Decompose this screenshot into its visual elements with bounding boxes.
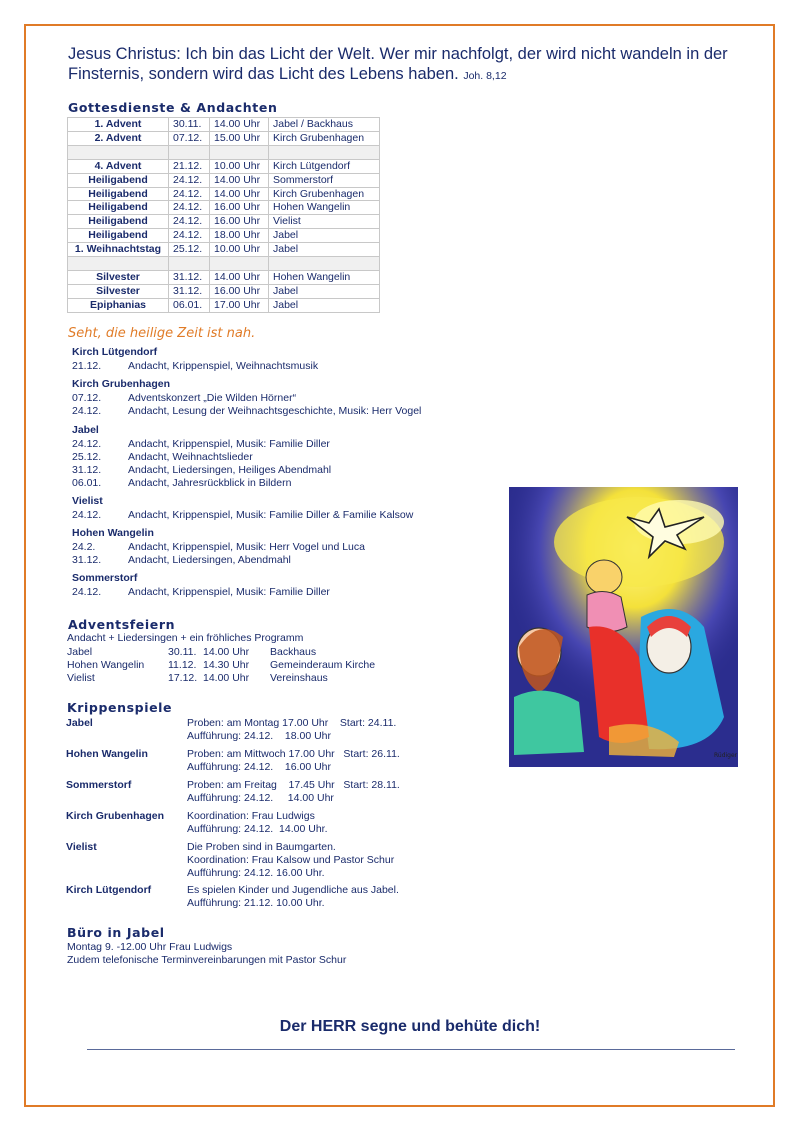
service-row bbox=[68, 145, 380, 159]
office-heading: Büro in Jabel bbox=[67, 925, 165, 940]
service-occasion: Heiligabend bbox=[68, 229, 169, 243]
service-time: 16.00 Uhr bbox=[210, 201, 269, 215]
advent-row bbox=[67, 672, 410, 685]
event-text: Andacht, Liedersingen, Abendmahl bbox=[128, 554, 291, 566]
event-group bbox=[72, 495, 413, 522]
event-group bbox=[72, 378, 421, 418]
krippenspiel-detail: Proben: am Freitag 17.45 Uhr Start: 28.11. bbox=[187, 779, 400, 791]
advent-date: 17.12. bbox=[168, 672, 198, 684]
service-row bbox=[68, 173, 380, 187]
service-location: Jabel bbox=[269, 229, 380, 243]
event-row bbox=[72, 586, 330, 599]
service-row bbox=[68, 229, 380, 243]
service-time: 14.00 Uhr bbox=[210, 270, 269, 284]
event-location: Kirch Grubenhagen bbox=[72, 378, 171, 390]
advent-venue: Vereinshaus bbox=[270, 672, 328, 684]
service-row bbox=[68, 118, 380, 132]
krippenspiel-location: Vielist bbox=[66, 841, 97, 853]
services-table bbox=[67, 117, 380, 313]
service-row bbox=[68, 215, 380, 229]
service-row bbox=[68, 131, 380, 145]
service-date: 24.12. bbox=[169, 215, 210, 229]
krippenspiele-heading: Krippenspiele bbox=[67, 700, 173, 715]
divider bbox=[87, 1049, 735, 1050]
event-row bbox=[72, 360, 318, 373]
event-row bbox=[72, 451, 331, 464]
service-date: 24.12. bbox=[169, 229, 210, 243]
advent-place: Jabel bbox=[67, 646, 93, 658]
service-time bbox=[210, 145, 269, 159]
event-location: Jabel bbox=[72, 424, 99, 436]
event-row bbox=[72, 405, 421, 418]
krippenspiel-location: Kirch Grubenhagen bbox=[66, 810, 165, 822]
advent-intro: Andacht + Liedersingen + ein fröhliches Programm bbox=[67, 632, 304, 644]
advent-list bbox=[67, 646, 410, 685]
event-row bbox=[72, 392, 421, 405]
event-row bbox=[72, 464, 331, 477]
service-date: 31.12. bbox=[169, 284, 210, 298]
service-occasion: Heiligabend bbox=[68, 173, 169, 187]
service-occasion: Epiphanias bbox=[68, 298, 169, 312]
service-location: Kirch Grubenhagen bbox=[269, 131, 380, 145]
service-occasion: Silvester bbox=[68, 270, 169, 284]
service-occasion: 2. Advent bbox=[68, 131, 169, 145]
blessing: Der HERR segne und behüte dich! bbox=[279, 1018, 541, 1035]
event-date: 24.12. bbox=[72, 509, 102, 521]
service-row bbox=[68, 187, 380, 201]
event-text: Andacht, Krippenspiel, Musik: Herr Vogel und Luca bbox=[128, 541, 365, 553]
advent-place: Hohen Wangelin bbox=[67, 659, 145, 671]
service-date: 24.12. bbox=[169, 173, 210, 187]
service-date: 07.12. bbox=[169, 131, 210, 145]
event-date: 07.12. bbox=[72, 392, 102, 404]
service-time: 15.00 Uhr bbox=[210, 131, 269, 145]
event-text: Andacht, Jahresrückblick in Bildern bbox=[128, 477, 292, 489]
service-row bbox=[68, 201, 380, 215]
service-time: 17.00 Uhr bbox=[210, 298, 269, 312]
krippenspiel-location: Hohen Wangelin bbox=[66, 748, 148, 760]
office-line: Montag 9. -12.00 Uhr Frau Ludwigs bbox=[67, 941, 233, 953]
advent-date: 11.12. bbox=[168, 659, 197, 671]
service-location: Hohen Wangelin bbox=[269, 270, 380, 284]
event-group bbox=[72, 424, 331, 490]
service-row bbox=[68, 298, 380, 312]
holy-time-heading: Seht, die heilige Zeit ist nah. bbox=[68, 326, 256, 341]
service-time: 18.00 Uhr bbox=[210, 229, 269, 243]
bible-quote: Jesus Christus: Ich bin das Licht der Welt. Wer mir nachfolgt, der wird nicht wandeln in der Finsternis, sondern wird das Licht des Lebens haben. Joh. 8,12 bbox=[68, 45, 728, 83]
service-row bbox=[68, 243, 380, 257]
event-date: 06.01. bbox=[72, 477, 102, 489]
nativity-illustration bbox=[509, 487, 738, 767]
event-text: Andacht, Lesung der Weihnachtsgeschichte, Musik: Herr Vogel bbox=[128, 405, 422, 417]
service-time: 16.00 Uhr bbox=[210, 284, 269, 298]
advent-venue: Gemeinderaum Kirche bbox=[270, 659, 376, 671]
event-text: Adventskonzert „Die Wilden Hörner“ bbox=[128, 392, 297, 404]
service-time bbox=[210, 257, 269, 271]
service-occasion bbox=[68, 145, 169, 159]
krippenspiel-detail: Koordination: Frau Ludwigs bbox=[187, 810, 315, 822]
artist-signature: Rüdiger bbox=[714, 752, 738, 759]
service-location: Hohen Wangelin bbox=[269, 201, 380, 215]
krippenspiel-detail: Proben: am Mittwoch 17.00 Uhr Start: 26.11. bbox=[187, 748, 400, 760]
krippenspiel-detail: Koordination: Frau Kalsow und Pastor Schur bbox=[187, 854, 395, 866]
service-date: 25.12. bbox=[169, 243, 210, 257]
advent-venue: Backhaus bbox=[270, 646, 317, 658]
event-location: Kirch Lütgendorf bbox=[72, 346, 158, 358]
advent-time: 14.30 Uhr bbox=[203, 659, 250, 671]
service-location: Jabel bbox=[269, 298, 380, 312]
service-occasion bbox=[68, 257, 169, 271]
service-location: Vielist bbox=[269, 215, 380, 229]
service-date: 21.12. bbox=[169, 159, 210, 173]
event-group bbox=[72, 572, 330, 599]
service-occasion: Heiligabend bbox=[68, 187, 169, 201]
event-row bbox=[72, 477, 331, 490]
service-location: Kirch Grubenhagen bbox=[269, 187, 380, 201]
krippenspiel-detail: Aufführung: 21.12. 10.00 Uhr. bbox=[187, 897, 325, 909]
service-date: 31.12. bbox=[169, 270, 210, 284]
event-date: 24.12. bbox=[72, 586, 102, 598]
advent-place: Vielist bbox=[67, 672, 95, 684]
event-text: Andacht, Liedersingen, Heiliges Abendmahl bbox=[128, 464, 332, 476]
event-text: Andacht, Krippenspiel, Musik: Familie Diller & Familie Kalsow bbox=[128, 509, 414, 521]
event-date: 31.12. bbox=[72, 554, 102, 566]
event-row bbox=[72, 438, 331, 451]
krippenspiel-detail: Es spielen Kinder und Jugendliche aus Jabel. bbox=[187, 884, 399, 896]
event-group bbox=[72, 346, 318, 373]
event-row bbox=[72, 554, 365, 567]
service-occasion: 1. Advent bbox=[68, 118, 169, 132]
event-location: Hohen Wangelin bbox=[72, 527, 154, 539]
service-location: Jabel bbox=[269, 243, 380, 257]
event-row bbox=[72, 509, 413, 522]
event-text: Andacht, Weihnachtslieder bbox=[128, 451, 253, 463]
event-date: 21.12. bbox=[72, 360, 102, 372]
service-time: 10.00 Uhr bbox=[210, 243, 269, 257]
event-date: 24.12. bbox=[72, 405, 102, 417]
event-date: 24.12. bbox=[72, 438, 102, 450]
event-text: Andacht, Krippenspiel, Weihnachtsmusik bbox=[128, 360, 319, 372]
krippenspiel-detail: Proben: am Montag 17.00 Uhr Start: 24.11. bbox=[187, 717, 397, 729]
event-text: Andacht, Krippenspiel, Musik: Familie Diller bbox=[128, 438, 330, 450]
office-line: Zudem telefonische Terminvereinbarungen mit Pastor Schur bbox=[67, 954, 347, 966]
service-date bbox=[169, 145, 210, 159]
krippenspiel-detail: Aufführung: 24.12. 16.00 Uhr bbox=[187, 761, 331, 773]
service-time: 14.00 Uhr bbox=[210, 173, 269, 187]
service-occasion: 1. Weihnachtstag bbox=[68, 243, 169, 257]
event-date: 24.2. bbox=[72, 541, 96, 553]
quote-reference: Joh. 8,12 bbox=[463, 70, 507, 82]
service-date bbox=[169, 257, 210, 271]
service-row bbox=[68, 159, 380, 173]
service-occasion: 4. Advent bbox=[68, 159, 169, 173]
service-location bbox=[269, 145, 380, 159]
event-location: Sommerstorf bbox=[72, 572, 138, 584]
service-row bbox=[68, 257, 380, 271]
event-date: 31.12. bbox=[72, 464, 102, 476]
event-group bbox=[72, 527, 365, 567]
service-time: 14.00 Uhr bbox=[210, 118, 269, 132]
service-occasion: Silvester bbox=[68, 284, 169, 298]
krippenspiel-detail: Aufführung: 24.12. 14.00 Uhr. bbox=[187, 823, 328, 835]
krippenspiel-location: Jabel bbox=[66, 717, 93, 729]
office-info bbox=[67, 941, 346, 967]
advent-row bbox=[67, 659, 410, 672]
krippenspiel-location: Sommerstorf bbox=[66, 779, 132, 791]
service-location: Jabel bbox=[269, 284, 380, 298]
service-location: Jabel / Backhaus bbox=[269, 118, 380, 132]
krippenspiel-detail: Aufführung: 24.12. 16.00 Uhr. bbox=[187, 867, 325, 879]
service-occasion: Heiligabend bbox=[68, 215, 169, 229]
service-date: 24.12. bbox=[169, 187, 210, 201]
advent-heading: Adventsfeiern bbox=[68, 617, 176, 632]
advent-row bbox=[67, 646, 410, 659]
service-date: 30.11. bbox=[169, 118, 210, 132]
service-date: 24.12. bbox=[169, 201, 210, 215]
service-time: 10.00 Uhr bbox=[210, 159, 269, 173]
service-location: Kirch Lütgendorf bbox=[269, 159, 380, 173]
krippenspiel-detail: Aufführung: 24.12. 14.00 Uhr bbox=[187, 792, 334, 804]
advent-time: 14.00 Uhr bbox=[203, 672, 250, 684]
service-row bbox=[68, 270, 380, 284]
advent-time: 14.00 Uhr bbox=[203, 646, 250, 658]
krippenspiel-detail: Aufführung: 24.12. 18.00 Uhr bbox=[187, 730, 331, 742]
event-text: Andacht, Krippenspiel, Musik: Familie Diller bbox=[128, 586, 330, 598]
service-location bbox=[269, 257, 380, 271]
event-location: Vielist bbox=[72, 495, 103, 507]
event-row bbox=[72, 541, 365, 554]
service-occasion: Heiligabend bbox=[68, 201, 169, 215]
service-row bbox=[68, 284, 380, 298]
service-time: 16.00 Uhr bbox=[210, 215, 269, 229]
krippenspiel-location: Kirch Lütgendorf bbox=[66, 884, 152, 896]
krippenspiel-detail: Die Proben sind in Baumgarten. bbox=[187, 841, 336, 853]
service-date: 06.01. bbox=[169, 298, 210, 312]
service-time: 14.00 Uhr bbox=[210, 187, 269, 201]
service-location: Sommerstorf bbox=[269, 173, 380, 187]
event-date: 25.12. bbox=[72, 451, 102, 463]
services-heading: Gottesdienste & Andachten bbox=[68, 100, 278, 115]
advent-date: 30.11. bbox=[168, 646, 197, 658]
